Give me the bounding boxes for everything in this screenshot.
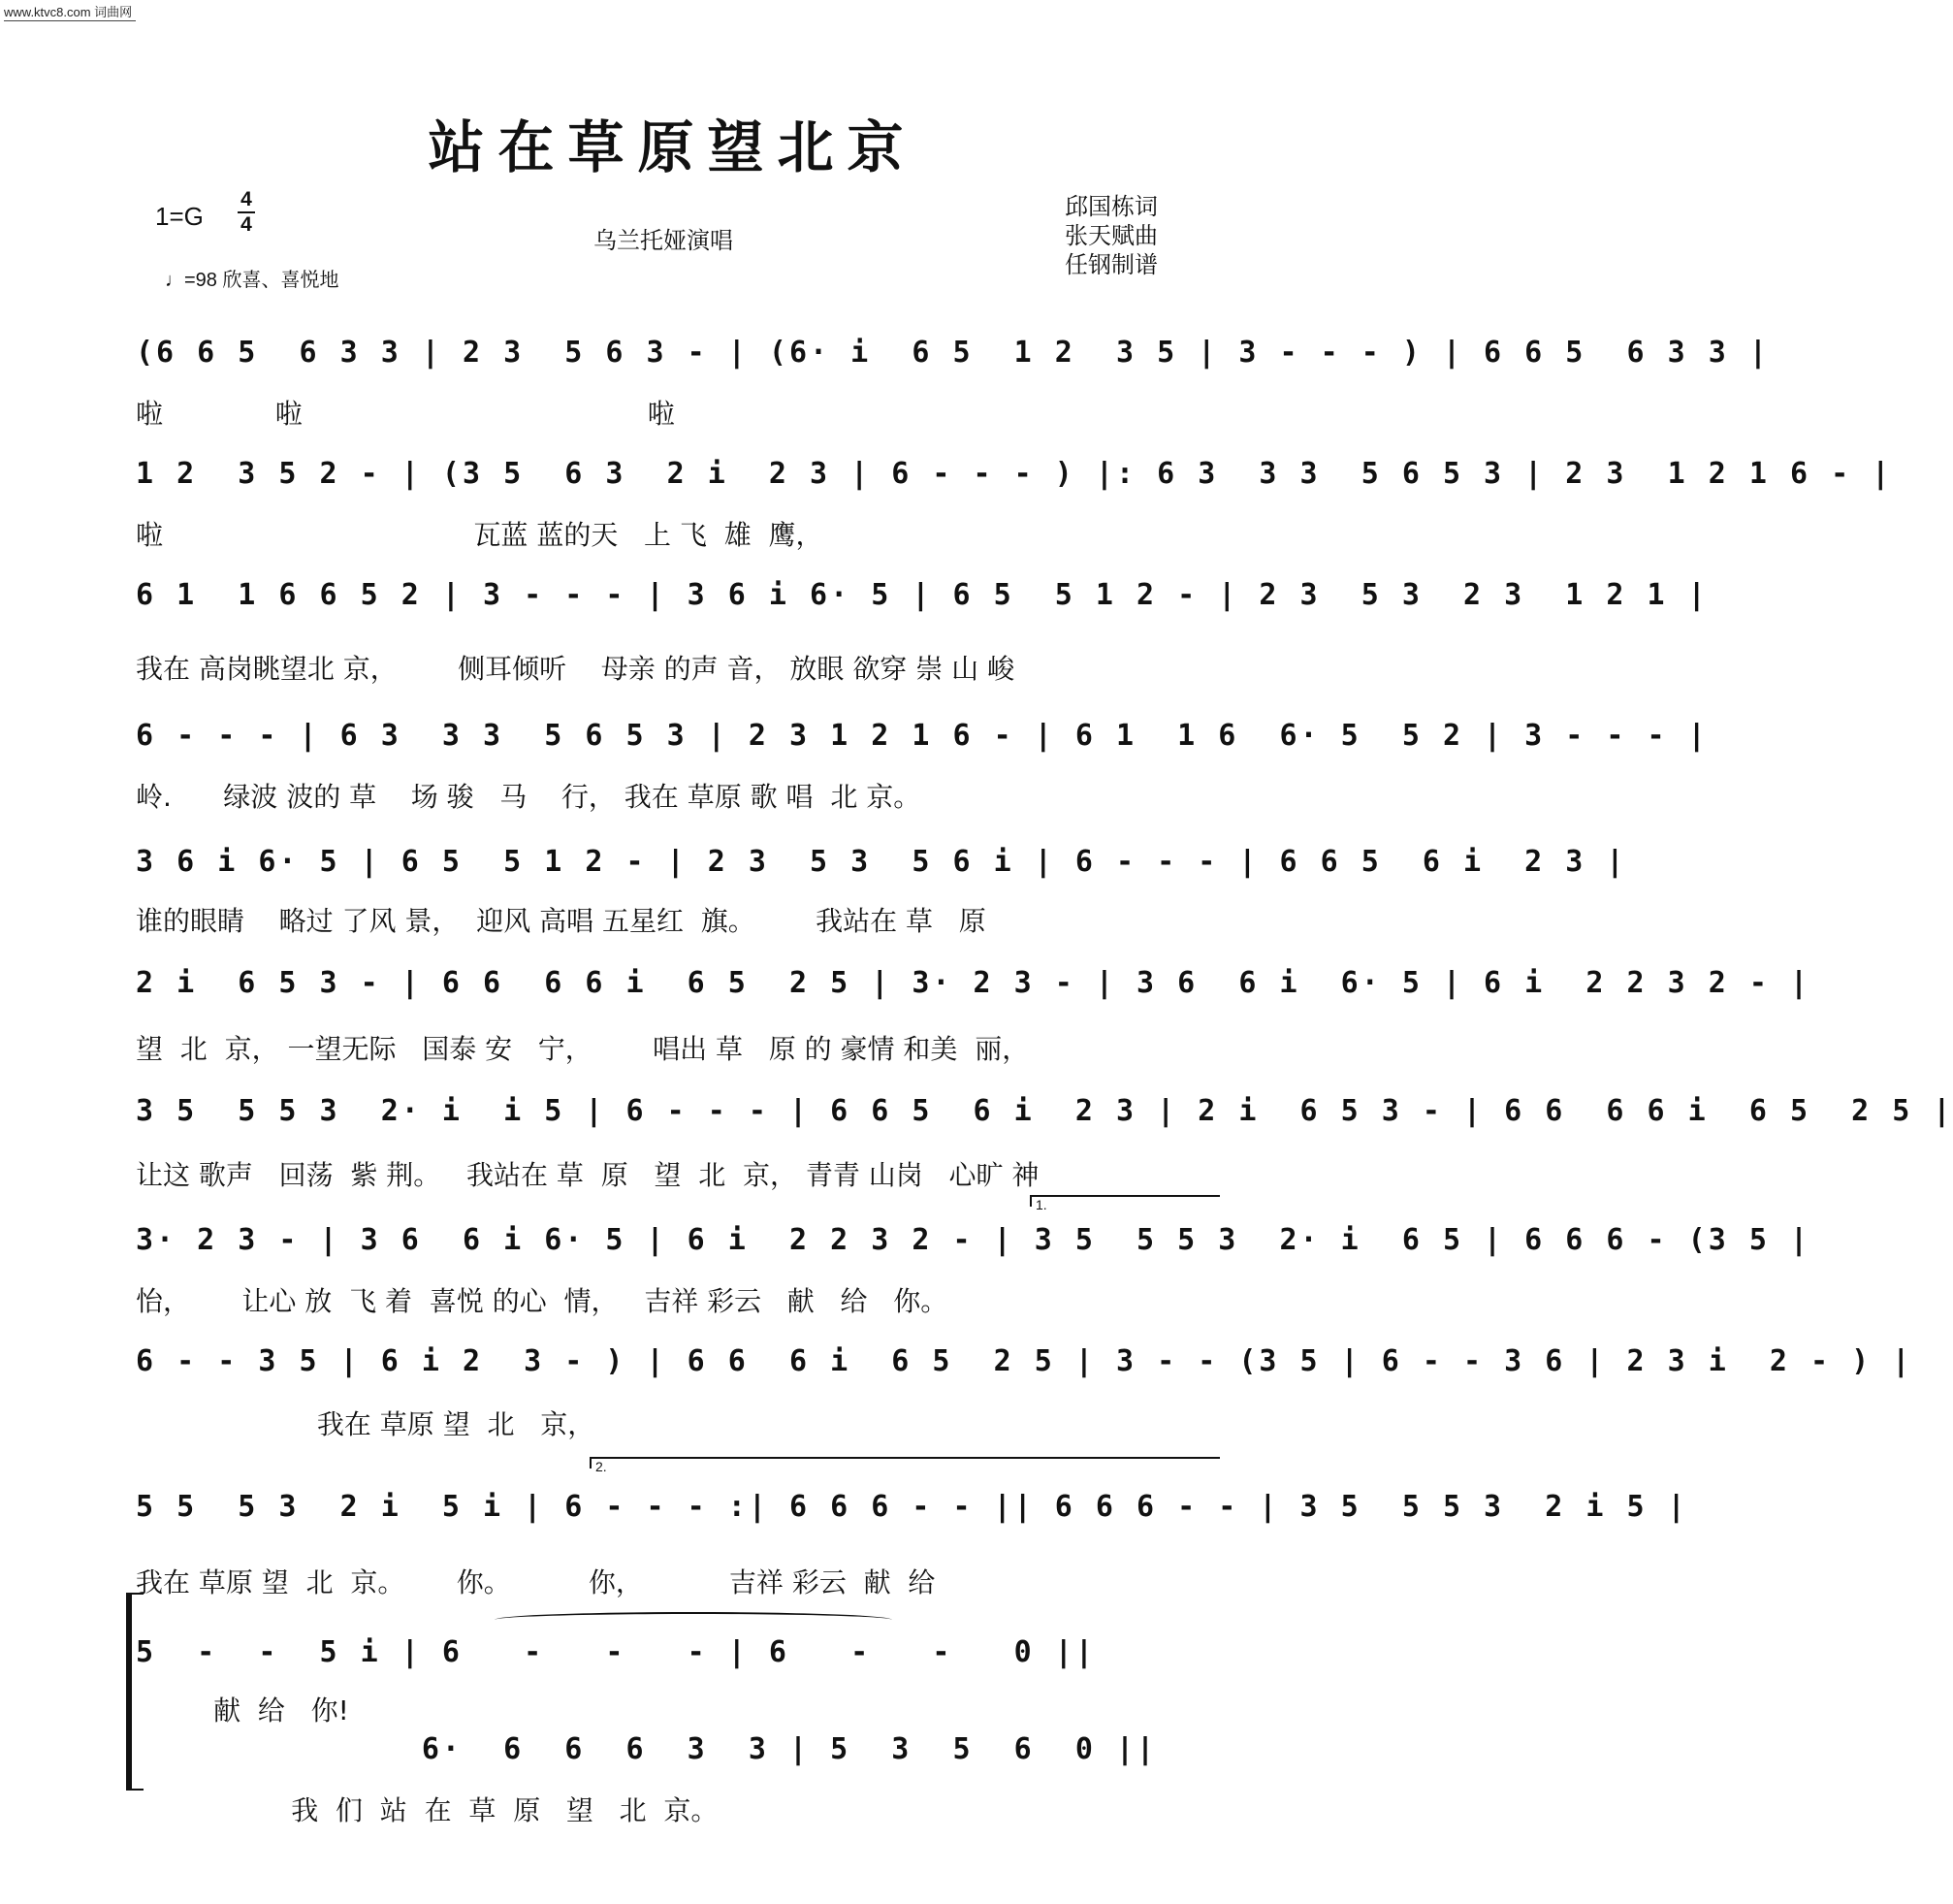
- notes-row-5: 3 6 i 6· 5 | 6 5 5 1 2 - | 2 3 5 3 5 6 i | 6 - - - | 6 6 5 6 i 2 3 |: [136, 845, 1627, 879]
- lyric-row-10: 我在 草原 望 北 京。 你。 你， 吉祥 彩云 献 给: [136, 1566, 936, 1598]
- score-row-7: [136, 1088, 1953, 1135]
- composer-credit: 张天赋曲: [1065, 222, 1158, 249]
- key-signature: 1=G: [155, 202, 204, 231]
- notes-row-8: 3· 2 3 - | 3 6 6 i 6· 5 | 6 i 2 2 3 2 - | 3 5 5 5 3 2· i 6 5 | 6 6 6 - (3 5 |: [136, 1223, 1811, 1257]
- lyric-row-11: 献 给 你!: [136, 1694, 349, 1727]
- volta-1: 1.: [1030, 1195, 1220, 1207]
- lyric-row-6: 望 北 京， 一望无际 国泰 安 宁， 唱出 草 原 的 豪情 和美 丽，: [136, 1033, 1030, 1065]
- score-row-3: [136, 572, 1709, 619]
- notes-row-6: 2 i 6 5 3 - | 6 6 6 6 i 6 5 2 5 | 3· 2 3 - | 3 6 6 i 6· 5 | 6 i 2 2 3 2 - |: [136, 966, 1811, 1000]
- tie-arc: [495, 1612, 892, 1628]
- song-title: 站在草原望北京: [428, 114, 917, 180]
- time-top: 4: [240, 188, 252, 210]
- lyric-row-1: 啦 啦 啦: [136, 398, 675, 430]
- score-row-8: [136, 1217, 1811, 1264]
- singer-credit: 乌兰托娅演唱: [593, 227, 733, 254]
- lyric-row-8: 怡， 让心 放 飞 着 喜悦 的心 情， 吉祥 彩云 献 给 你。: [136, 1285, 948, 1317]
- lyric-row-7: 让这 歌声 回荡 紫 荆。 我站在 草 原 望 北 京， 青青 山岗 心旷 神: [136, 1159, 1040, 1191]
- notes-row-7: 3 5 5 5 3 2· i i 5 | 6 - - - | 6 6 5 6 i 2 3 | 2 i 6 5 3 - | 6 6 6 6 i 6 5 2 5 |: [136, 1094, 1953, 1128]
- notes-row-11: 5 - - 5 i | 6 - - - | 6 - - 0 ||: [136, 1635, 1096, 1669]
- volta-2: 2.: [590, 1457, 1220, 1468]
- lyric-row-4: 岭. 绿波 波的 草 场 骏 马 行， 我在 草原 歌 唱 北 京。: [136, 781, 921, 813]
- score-row-11: [136, 1630, 1214, 1676]
- lyric-row-9: 我在 草原 望 北 京，: [136, 1408, 595, 1440]
- score-row-12: [136, 1727, 1214, 1773]
- notes-row-3: 6 1 1 6 6 5 2 | 3 - - - | 3 6 i 6· 5 | 6 5 5 1 2 - | 2 3 5 3 2 3 1 2 1 |: [136, 578, 1709, 612]
- tempo-marking: ♩=98 欣喜、喜悦地: [165, 270, 339, 291]
- notes-row-10: 5 5 5 3 2 i 5 i | 6 - - - :| 6 6 6 - - || 6 6 6 - - | 3 5 5 5 3 2 i 5 |: [136, 1490, 1688, 1524]
- score-row-9: [136, 1339, 1913, 1385]
- lyric-row-5: 谁的眼睛 略过 了风 景， 迎风 高唱 五星红 旗。 我站在 草 原: [136, 905, 986, 937]
- lyricist-credit: 邱国栋词: [1065, 193, 1158, 220]
- lyric-row-2: 啦 瓦蓝 蓝的天 上 飞 雄 鹰，: [136, 519, 823, 551]
- time-bottom: 4: [240, 213, 252, 236]
- time-signature: [238, 189, 255, 236]
- site-watermark: www.ktvc8.com 词曲网: [4, 2, 136, 21]
- score-row-5: [136, 839, 1627, 886]
- lyric-row-12: 我 们 站 在 草 原 望 北 京。: [136, 1794, 719, 1826]
- notes-row-1: (6 6 5 6 3 3 | 2 3 5 6 3 - | (6· i 6 5 1 2 3 5 | 3 - - - ) | 6 6 5 6 3 3 |: [136, 336, 1770, 370]
- notes-row-9: 6 - - 3 5 | 6 i 2 3 - ) | 6 6 6 i 6 5 2 5 | 3 - - (3 5 | 6 - - 3 6 | 2 3 i 2 - ) |: [136, 1344, 1913, 1378]
- lyric-row-3: 我在 高岗眺望北 京， 侧耳倾听 母亲 的声 音， 放眼 欲穿 崇 山 峻: [136, 653, 1015, 685]
- credits: [1065, 192, 1158, 279]
- score-row-1: [136, 330, 1770, 376]
- notes-row-4: 6 - - - | 6 3 3 3 5 6 5 3 | 2 3 1 2 1 6 - | 6 1 1 6 6· 5 5 2 | 3 - - - |: [136, 719, 1709, 753]
- score-row-4: [136, 713, 1709, 759]
- notes-row-2: 1 2 3 5 2 - | (3 5 6 3 2 i 2 3 | 6 - - - ) |: 6 3 3 3 5 6 5 3 | 2 3 1 2 1 6 - |: [136, 457, 1893, 491]
- score-row-6: [136, 960, 1811, 1007]
- score-row-10: [136, 1484, 1688, 1531]
- arranger-credit: 任钢制谱: [1065, 251, 1158, 278]
- score-row-2: [136, 451, 1893, 498]
- notes-row-12: 6· 6 6 6 3 3 | 5 3 5 6 0 ||: [136, 1732, 1158, 1766]
